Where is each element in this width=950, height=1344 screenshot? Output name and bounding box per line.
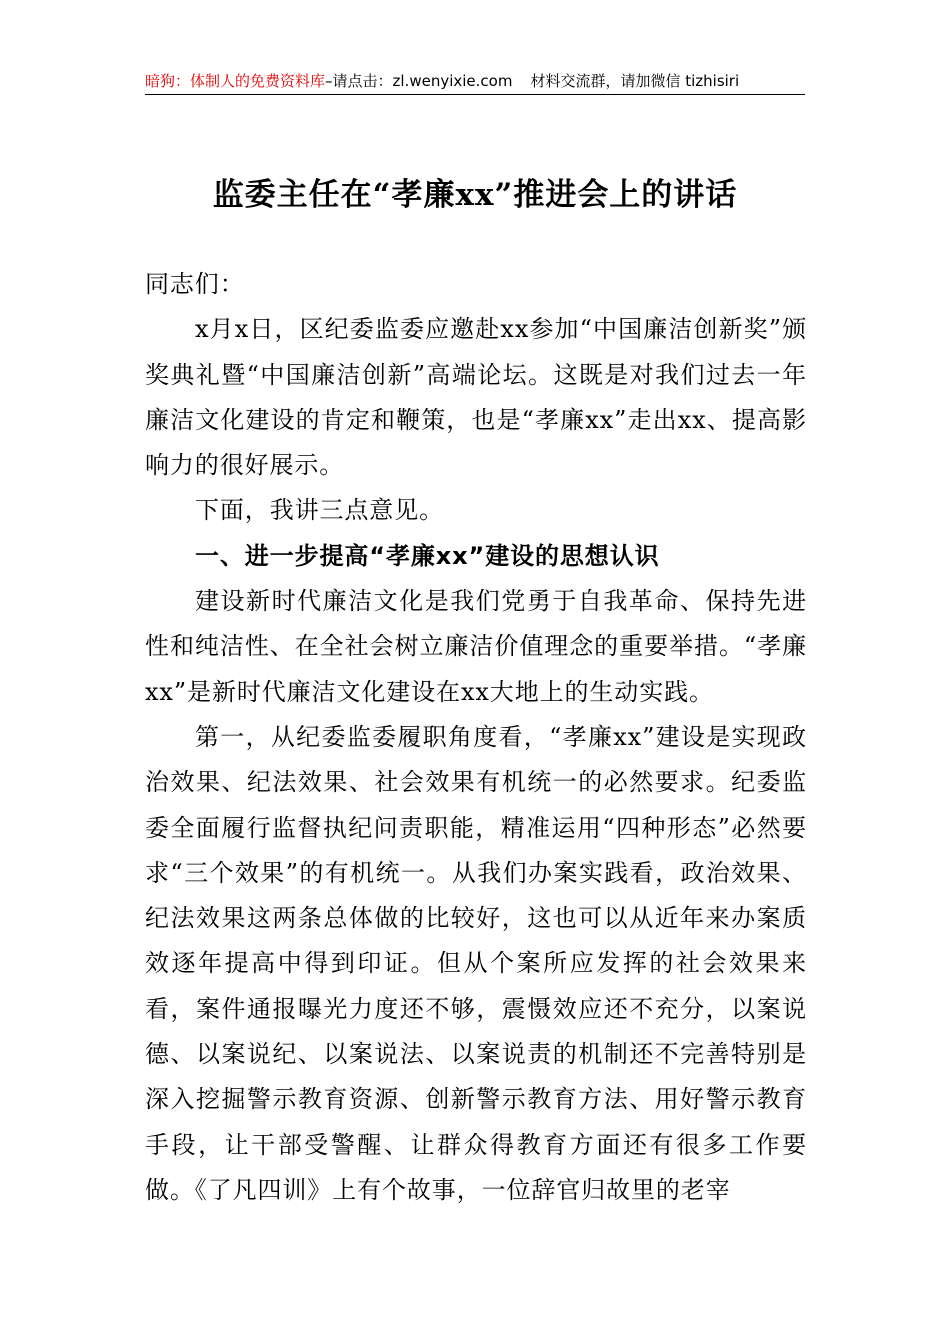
document-body (145, 262, 807, 1213)
header-divider (145, 94, 805, 95)
page-header (145, 70, 805, 94)
paragraph-outline: 下面，我讲三点意见。 (195, 496, 444, 525)
paragraph-intro: x月x日，区纪委监委应邀赴xx参加“中国廉洁创新奖”颁奖典礼暨“中国廉洁创新”高端论坛。这既是对我们过去一年廉洁文化建设的肯定和鞭策，也是“孝廉xx”走出xx、提高影响力的很好展示。 (145, 315, 807, 480)
salutation: 同志们： (145, 270, 245, 298)
document-title: 监委主任在“孝廉xx”推进会上的讲话 (212, 177, 738, 213)
paragraph-section-1-first-point: 第一，从纪委监委履职角度看，“孝廉xx”建设是实现政治效果、纪法效果、社会效果有机统一的必然要求。纪委监委全面履行监督执纪问责职能，精准运用“四种形态”必然要求“三个效果”的有机统一。从我们办案实践看，政治效果、纪法效果这两条总体做的比较好，这也可以从近年来办案质效逐年提高中得到印证。但从个案所应发挥的社会效果来看，案件通报曝光力度还不够，震慑效应还不充分，以案说德、以案说纪、以案说法、以案说责的机制还不完善特别是深入挖掘警示教育资源、创新警示教育方法、用好警示教育手段，让干部受警醒、让群众得教育方面还有很多工作要做。《了凡四训》上有个故事，一位辞官归故里的老宰 (145, 722, 807, 1204)
section-heading-1: 一、进一步提高“孝廉xx”建设的思想认识 (195, 541, 660, 570)
header-contact-text: 材料交流群，请加微信 tizhisiri (530, 72, 740, 90)
paragraph-section-1-intro: 建设新时代廉洁文化是我们党勇于自我革命、保持先进性和纯洁性、在全社会树立廉洁价值理念的重要举措。“孝廉xx”是新时代廉洁文化建设在xx大地上的生动实践。 (145, 587, 807, 706)
header-brand-text: 暗狗：体制人的免费资料库 (145, 72, 326, 90)
header-link-prompt[interactable]: –请点击：zl.wenyixie.com (325, 72, 513, 90)
